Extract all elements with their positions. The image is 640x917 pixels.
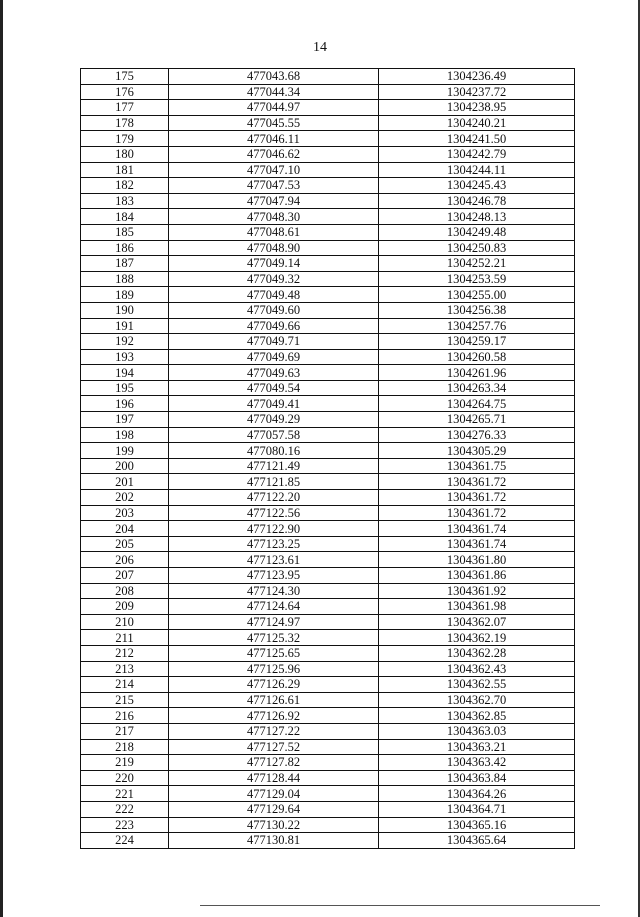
- point-number-cell: 217: [81, 723, 169, 739]
- table-row: [81, 801, 575, 817]
- point-number-cell: 189: [81, 287, 169, 303]
- x-coordinate-cell: 477080.16: [169, 443, 379, 459]
- x-coordinate-cell: 477049.48: [169, 287, 379, 303]
- x-coordinate-cell: 477130.22: [169, 817, 379, 833]
- y-coordinate-cell: 1304365.64: [379, 833, 575, 849]
- point-number-cell: 221: [81, 786, 169, 802]
- x-coordinate-cell: 477123.25: [169, 536, 379, 552]
- y-coordinate-cell: 1304240.21: [379, 115, 575, 131]
- point-number-cell: 175: [81, 69, 169, 85]
- x-coordinate-cell: 477126.92: [169, 708, 379, 724]
- x-coordinate-cell: 477047.10: [169, 162, 379, 178]
- y-coordinate-cell: 1304255.00: [379, 287, 575, 303]
- y-coordinate-cell: 1304362.70: [379, 692, 575, 708]
- point-number-cell: 188: [81, 271, 169, 287]
- point-number-cell: 197: [81, 412, 169, 428]
- x-coordinate-cell: 477057.58: [169, 427, 379, 443]
- point-number-cell: 183: [81, 193, 169, 209]
- table-row: [81, 209, 575, 225]
- y-coordinate-cell: 1304241.50: [379, 131, 575, 147]
- x-coordinate-cell: 477049.66: [169, 318, 379, 334]
- x-coordinate-cell: 477049.60: [169, 302, 379, 318]
- y-coordinate-cell: 1304362.28: [379, 645, 575, 661]
- table-row: [81, 427, 575, 443]
- y-coordinate-cell: 1304364.71: [379, 801, 575, 817]
- point-number-cell: 208: [81, 583, 169, 599]
- y-coordinate-cell: 1304362.55: [379, 677, 575, 693]
- table-row: [81, 817, 575, 833]
- y-coordinate-cell: 1304236.49: [379, 69, 575, 85]
- y-coordinate-cell: 1304265.71: [379, 412, 575, 428]
- x-coordinate-cell: 477124.64: [169, 599, 379, 615]
- y-coordinate-cell: 1304245.43: [379, 178, 575, 194]
- point-number-cell: 218: [81, 739, 169, 755]
- x-coordinate-cell: 477124.97: [169, 614, 379, 630]
- point-number-cell: 181: [81, 162, 169, 178]
- table-row: [81, 490, 575, 506]
- x-coordinate-cell: 477048.90: [169, 240, 379, 256]
- x-coordinate-cell: 477123.61: [169, 552, 379, 568]
- x-coordinate-cell: 477049.69: [169, 349, 379, 365]
- y-coordinate-cell: 1304244.11: [379, 162, 575, 178]
- point-number-cell: 184: [81, 209, 169, 225]
- table-row: [81, 536, 575, 552]
- y-coordinate-cell: 1304362.85: [379, 708, 575, 724]
- table-row: [81, 661, 575, 677]
- x-coordinate-cell: 477047.53: [169, 178, 379, 194]
- point-number-cell: 198: [81, 427, 169, 443]
- table-row: [81, 770, 575, 786]
- table-row: [81, 677, 575, 693]
- x-coordinate-cell: 477129.04: [169, 786, 379, 802]
- point-number-cell: 191: [81, 318, 169, 334]
- y-coordinate-cell: 1304252.21: [379, 256, 575, 272]
- x-coordinate-cell: 477044.97: [169, 100, 379, 116]
- point-number-cell: 177: [81, 100, 169, 116]
- x-coordinate-cell: 477125.32: [169, 630, 379, 646]
- table-row: [81, 115, 575, 131]
- point-number-cell: 196: [81, 396, 169, 412]
- table-row: [81, 240, 575, 256]
- coordinates-table: [80, 68, 575, 849]
- y-coordinate-cell: 1304361.80: [379, 552, 575, 568]
- point-number-cell: 186: [81, 240, 169, 256]
- x-coordinate-cell: 477045.55: [169, 115, 379, 131]
- point-number-cell: 193: [81, 349, 169, 365]
- x-coordinate-cell: 477044.34: [169, 84, 379, 100]
- table-row: [81, 552, 575, 568]
- table-row: [81, 630, 575, 646]
- y-coordinate-cell: 1304363.21: [379, 739, 575, 755]
- point-number-cell: 215: [81, 692, 169, 708]
- table-row: [81, 599, 575, 615]
- y-coordinate-cell: 1304260.58: [379, 349, 575, 365]
- x-coordinate-cell: 477048.30: [169, 209, 379, 225]
- x-coordinate-cell: 477046.11: [169, 131, 379, 147]
- y-coordinate-cell: 1304257.76: [379, 318, 575, 334]
- point-number-cell: 211: [81, 630, 169, 646]
- y-coordinate-cell: 1304365.16: [379, 817, 575, 833]
- x-coordinate-cell: 477049.29: [169, 412, 379, 428]
- table-row: [81, 380, 575, 396]
- y-coordinate-cell: 1304361.92: [379, 583, 575, 599]
- table-row: [81, 568, 575, 584]
- y-coordinate-cell: 1304305.29: [379, 443, 575, 459]
- point-number-cell: 214: [81, 677, 169, 693]
- point-number-cell: 199: [81, 443, 169, 459]
- y-coordinate-cell: 1304361.75: [379, 458, 575, 474]
- table-row: [81, 833, 575, 849]
- y-coordinate-cell: 1304242.79: [379, 146, 575, 162]
- coordinates-table-body: [81, 69, 575, 849]
- x-coordinate-cell: 477126.61: [169, 692, 379, 708]
- x-coordinate-cell: 477048.61: [169, 224, 379, 240]
- point-number-cell: 206: [81, 552, 169, 568]
- y-coordinate-cell: 1304361.74: [379, 521, 575, 537]
- x-coordinate-cell: 477122.56: [169, 505, 379, 521]
- point-number-cell: 178: [81, 115, 169, 131]
- y-coordinate-cell: 1304276.33: [379, 427, 575, 443]
- x-coordinate-cell: 477046.62: [169, 146, 379, 162]
- y-coordinate-cell: 1304250.83: [379, 240, 575, 256]
- y-coordinate-cell: 1304361.72: [379, 490, 575, 506]
- table-row: [81, 614, 575, 630]
- point-number-cell: 220: [81, 770, 169, 786]
- table-row: [81, 69, 575, 85]
- table-row: [81, 692, 575, 708]
- table-row: [81, 224, 575, 240]
- y-coordinate-cell: 1304362.19: [379, 630, 575, 646]
- point-number-cell: 224: [81, 833, 169, 849]
- x-coordinate-cell: 477121.49: [169, 458, 379, 474]
- table-row: [81, 287, 575, 303]
- point-number-cell: 223: [81, 817, 169, 833]
- footer-rule: [200, 905, 600, 906]
- table-row: [81, 786, 575, 802]
- y-coordinate-cell: 1304259.17: [379, 334, 575, 350]
- point-number-cell: 192: [81, 334, 169, 350]
- table-row: [81, 474, 575, 490]
- point-number-cell: 212: [81, 645, 169, 661]
- y-coordinate-cell: 1304237.72: [379, 84, 575, 100]
- table-row: [81, 146, 575, 162]
- table-row: [81, 162, 575, 178]
- x-coordinate-cell: 477126.29: [169, 677, 379, 693]
- y-coordinate-cell: 1304361.86: [379, 568, 575, 584]
- table-row: [81, 271, 575, 287]
- y-coordinate-cell: 1304253.59: [379, 271, 575, 287]
- table-row: [81, 645, 575, 661]
- point-number-cell: 185: [81, 224, 169, 240]
- table-row: [81, 739, 575, 755]
- x-coordinate-cell: 477130.81: [169, 833, 379, 849]
- point-number-cell: 216: [81, 708, 169, 724]
- point-number-cell: 202: [81, 490, 169, 506]
- y-coordinate-cell: 1304363.42: [379, 755, 575, 771]
- y-coordinate-cell: 1304363.03: [379, 723, 575, 739]
- point-number-cell: 205: [81, 536, 169, 552]
- x-coordinate-cell: 477121.85: [169, 474, 379, 490]
- x-coordinate-cell: 477123.95: [169, 568, 379, 584]
- point-number-cell: 190: [81, 302, 169, 318]
- table-row: [81, 505, 575, 521]
- point-number-cell: 187: [81, 256, 169, 272]
- table-row: [81, 583, 575, 599]
- point-number-cell: 194: [81, 365, 169, 381]
- x-coordinate-cell: 477049.71: [169, 334, 379, 350]
- point-number-cell: 204: [81, 521, 169, 537]
- table-row: [81, 334, 575, 350]
- y-coordinate-cell: 1304362.43: [379, 661, 575, 677]
- table-row: [81, 521, 575, 537]
- table-row: [81, 84, 575, 100]
- point-number-cell: 176: [81, 84, 169, 100]
- y-coordinate-cell: 1304256.38: [379, 302, 575, 318]
- point-number-cell: 209: [81, 599, 169, 615]
- table-row: [81, 755, 575, 771]
- point-number-cell: 195: [81, 380, 169, 396]
- table-row: [81, 365, 575, 381]
- table-row: [81, 723, 575, 739]
- point-number-cell: 200: [81, 458, 169, 474]
- x-coordinate-cell: 477124.30: [169, 583, 379, 599]
- table-row: [81, 178, 575, 194]
- x-coordinate-cell: 477127.52: [169, 739, 379, 755]
- table-row: [81, 256, 575, 272]
- point-number-cell: 219: [81, 755, 169, 771]
- table-row: [81, 131, 575, 147]
- table-row: [81, 708, 575, 724]
- x-coordinate-cell: 477122.90: [169, 521, 379, 537]
- table-row: [81, 396, 575, 412]
- x-coordinate-cell: 477125.65: [169, 645, 379, 661]
- table-row: [81, 349, 575, 365]
- x-coordinate-cell: 477049.41: [169, 396, 379, 412]
- x-coordinate-cell: 477129.64: [169, 801, 379, 817]
- y-coordinate-cell: 1304238.95: [379, 100, 575, 116]
- x-coordinate-cell: 477127.82: [169, 755, 379, 771]
- x-coordinate-cell: 477049.32: [169, 271, 379, 287]
- x-coordinate-cell: 477125.96: [169, 661, 379, 677]
- page-number: 14: [313, 40, 327, 55]
- x-coordinate-cell: 477122.20: [169, 490, 379, 506]
- table-row: [81, 100, 575, 116]
- point-number-cell: 179: [81, 131, 169, 147]
- y-coordinate-cell: 1304363.84: [379, 770, 575, 786]
- point-number-cell: 207: [81, 568, 169, 584]
- x-coordinate-cell: 477128.44: [169, 770, 379, 786]
- point-number-cell: 180: [81, 146, 169, 162]
- y-coordinate-cell: 1304264.75: [379, 396, 575, 412]
- table-row: [81, 318, 575, 334]
- x-coordinate-cell: 477049.63: [169, 365, 379, 381]
- y-coordinate-cell: 1304362.07: [379, 614, 575, 630]
- x-coordinate-cell: 477043.68: [169, 69, 379, 85]
- x-coordinate-cell: 477047.94: [169, 193, 379, 209]
- y-coordinate-cell: 1304246.78: [379, 193, 575, 209]
- table-row: [81, 443, 575, 459]
- table-row: [81, 412, 575, 428]
- table-row: [81, 458, 575, 474]
- y-coordinate-cell: 1304361.74: [379, 536, 575, 552]
- y-coordinate-cell: 1304249.48: [379, 224, 575, 240]
- point-number-cell: 203: [81, 505, 169, 521]
- y-coordinate-cell: 1304361.72: [379, 474, 575, 490]
- x-coordinate-cell: 477049.14: [169, 256, 379, 272]
- table-row: [81, 193, 575, 209]
- point-number-cell: 213: [81, 661, 169, 677]
- table-row: [81, 302, 575, 318]
- x-coordinate-cell: 477127.22: [169, 723, 379, 739]
- y-coordinate-cell: 1304261.96: [379, 365, 575, 381]
- y-coordinate-cell: 1304361.98: [379, 599, 575, 615]
- y-coordinate-cell: 1304263.34: [379, 380, 575, 396]
- point-number-cell: 182: [81, 178, 169, 194]
- x-coordinate-cell: 477049.54: [169, 380, 379, 396]
- point-number-cell: 201: [81, 474, 169, 490]
- y-coordinate-cell: 1304364.26: [379, 786, 575, 802]
- y-coordinate-cell: 1304248.13: [379, 209, 575, 225]
- point-number-cell: 222: [81, 801, 169, 817]
- y-coordinate-cell: 1304361.72: [379, 505, 575, 521]
- point-number-cell: 210: [81, 614, 169, 630]
